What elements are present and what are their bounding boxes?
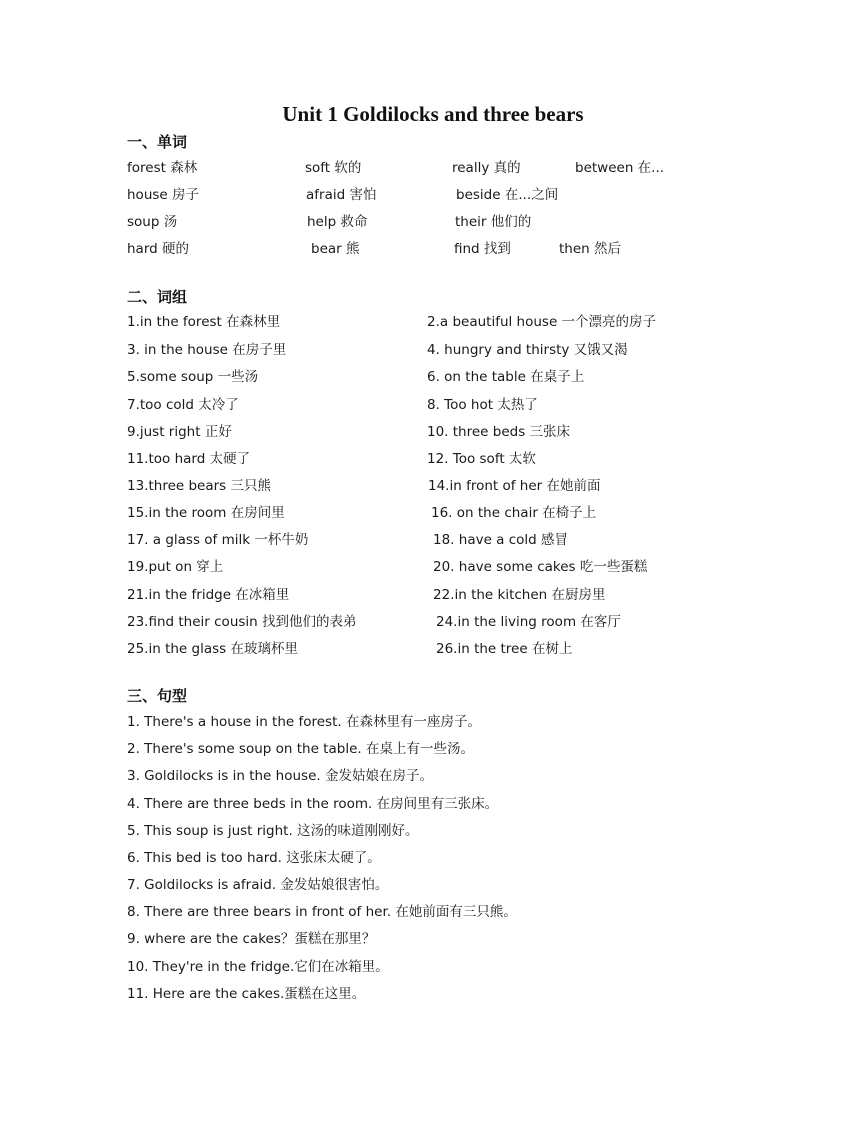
phrase-item: 18. have a cold 感冒 bbox=[433, 532, 569, 548]
phrase-item: 2.a beautiful house 一个漂亮的房子 bbox=[427, 314, 657, 330]
word-item: forest 森林 bbox=[127, 160, 198, 176]
phrase-item: 23.find their cousin 找到他们的表弟 bbox=[127, 614, 357, 630]
sentences-heading: 三、句型 bbox=[127, 687, 188, 705]
phrase-item: 6. on the table 在桌子上 bbox=[427, 369, 585, 385]
sentence-item: 3. Goldilocks is in the house. 金发姑娘在房子。 bbox=[127, 768, 433, 784]
sentence-item: 10. They're in the fridge.它们在冰箱里。 bbox=[127, 959, 389, 975]
word-item: help 救命 bbox=[307, 214, 368, 230]
phrase-item: 22.in the kitchen 在厨房里 bbox=[433, 587, 606, 603]
sentence-item: 7. Goldilocks is afraid. 金发姑娘很害怕。 bbox=[127, 877, 389, 893]
word-item: bear 熊 bbox=[311, 241, 360, 257]
phrase-item: 25.in the glass 在玻璃杯里 bbox=[127, 641, 298, 657]
sentence-item: 4. There are three beds in the room. 在房间里有三张床。 bbox=[127, 796, 499, 812]
sentence-item: 11. Here are the cakes.蛋糕在这里。 bbox=[127, 986, 366, 1002]
phrase-item: 7.too cold 太冷了 bbox=[127, 397, 239, 413]
words-heading: 一、单词 bbox=[127, 133, 188, 151]
word-item: then 然后 bbox=[559, 241, 622, 257]
sentence-item: 1. There's a house in the forest. 在森林里有一座房子。 bbox=[127, 714, 481, 730]
phrase-item: 1.in the forest 在森林里 bbox=[127, 314, 281, 330]
word-item: soup 汤 bbox=[127, 214, 178, 230]
phrase-item: 5.some soup 一些汤 bbox=[127, 369, 259, 385]
phrase-item: 8. Too hot 太热了 bbox=[427, 397, 538, 413]
sentence-item: 8. There are three bears in front of her. 在她前面有三只熊。 bbox=[127, 904, 517, 920]
word-item: their 他们的 bbox=[455, 214, 532, 230]
word-item: find 找到 bbox=[454, 241, 511, 257]
phrase-item: 21.in the fridge 在冰箱里 bbox=[127, 587, 290, 603]
sentence-item: 5. This soup is just right. 这汤的味道刚刚好。 bbox=[127, 823, 419, 839]
phrases-heading: 二、词组 bbox=[127, 288, 188, 306]
phrase-item: 16. on the chair 在椅子上 bbox=[431, 505, 597, 521]
word-item: afraid 害怕 bbox=[306, 187, 377, 203]
phrase-item: 14.in front of her 在她前面 bbox=[428, 478, 601, 494]
sentence-item: 6. This bed is too hard. 这张床太硬了。 bbox=[127, 850, 381, 866]
word-item: house 房子 bbox=[127, 187, 200, 203]
phrase-item: 19.put on 穿上 bbox=[127, 559, 224, 575]
phrase-item: 15.in the room 在房间里 bbox=[127, 505, 285, 521]
sentence-item: 9. where are the cakes？蛋糕在那里？ bbox=[127, 931, 376, 947]
phrase-item: 12. Too soft 太软 bbox=[427, 451, 536, 467]
word-item: soft 软的 bbox=[305, 160, 362, 176]
phrase-item: 26.in the tree 在树上 bbox=[436, 641, 573, 657]
phrase-item: 3. in the house 在房子里 bbox=[127, 342, 287, 358]
word-item: really 真的 bbox=[452, 160, 521, 176]
phrase-item: 17. a glass of milk 一杯牛奶 bbox=[127, 532, 309, 548]
page-title: Unit 1 Goldilocks and three bears bbox=[282, 102, 584, 126]
phrase-item: 11.too hard 太硬了 bbox=[127, 451, 251, 467]
phrase-item: 10. three beds 三张床 bbox=[427, 424, 571, 440]
sentence-item: 2. There's some soup on the table. 在桌上有一些汤。 bbox=[127, 741, 474, 757]
word-item: hard 硬的 bbox=[127, 241, 190, 257]
phrase-item: 9.just right 正好 bbox=[127, 424, 232, 440]
word-item: between 在... bbox=[575, 160, 665, 176]
phrase-item: 24.in the living room 在客厅 bbox=[436, 614, 621, 630]
phrase-item: 13.three bears 三只熊 bbox=[127, 478, 271, 494]
phrase-item: 4. hungry and thirsty 又饿又渴 bbox=[427, 342, 628, 358]
phrase-item: 20. have some cakes 吃一些蛋糕 bbox=[433, 559, 648, 575]
word-item: beside 在...之间 bbox=[456, 187, 559, 203]
